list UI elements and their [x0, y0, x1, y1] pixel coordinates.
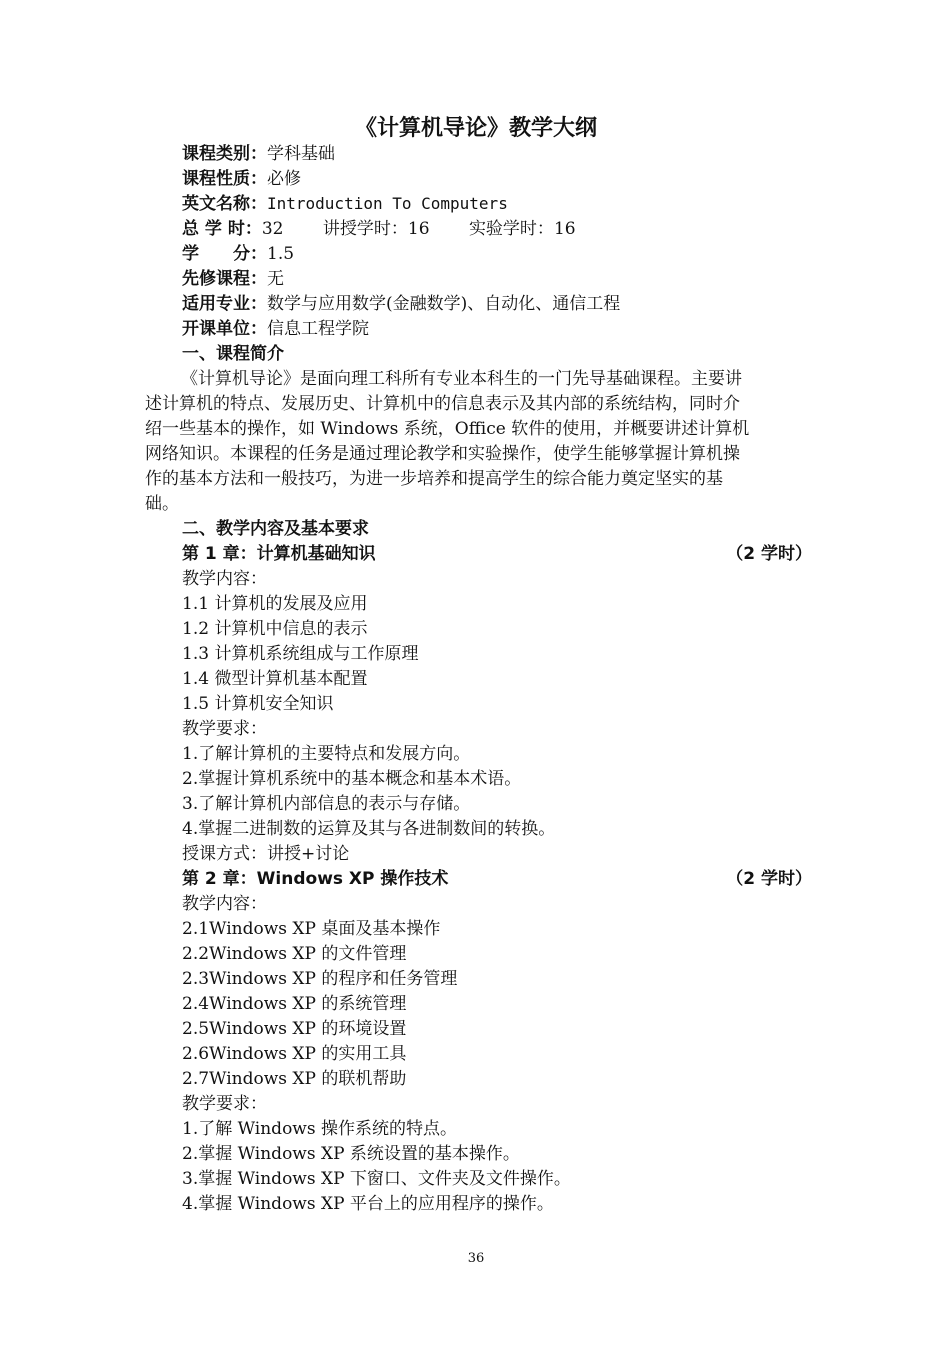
chapter1-title: 第 1 章：计算机基础知识 [182, 544, 376, 564]
section-heading-content: 二、教学内容及基本要求 [182, 519, 369, 539]
chapter1-content-label: 教学内容： [182, 569, 267, 589]
chapter2-content-label: 教学内容： [182, 894, 267, 914]
chapter2-requirements-label: 教学要求： [182, 1094, 267, 1114]
chapter1-teaching-method: 授课方式：讲授+讨论 [182, 844, 350, 864]
page-number: 36 [467, 1251, 485, 1266]
chapter2-item: 2.2Windows XP 的文件管理 [182, 944, 407, 964]
lab-hours-value: 16 [553, 219, 576, 239]
course-nature-row [182, 167, 822, 191]
prerequisite-value: 无 [267, 269, 284, 289]
chapter2-item: 2.3Windows XP 的程序和任务管理 [182, 969, 458, 989]
department-value: 信息工程学院 [267, 319, 369, 339]
lab-hours-label: 实验学时： [468, 219, 554, 239]
chapter2-item: 2.4Windows XP 的系统管理 [182, 994, 407, 1014]
chapter1-item: 1.3 计算机系统组成与工作原理 [182, 644, 419, 664]
course-category-row [182, 142, 822, 166]
paragraph-line: 绍一些基本的操作，如 Windows 系统，Office 软件的使用，并概要讲述计算机 [145, 419, 750, 439]
credit-label: 学 分： [182, 244, 267, 264]
department-label: 开课单位： [182, 319, 267, 339]
course-category-value: 学科基础 [267, 144, 335, 164]
paragraph-line: 作的基本方法和一般技巧，为进一步培养和提高学生的综合能力奠定坚实的基 [145, 469, 723, 489]
chapter1-item: 1.4 微型计算机基本配置 [182, 669, 368, 689]
total-hours-label: 总 学 时： [182, 219, 262, 239]
chapter2-item: 2.1Windows XP 桌面及基本操作 [182, 919, 441, 939]
chapter2-heading [182, 867, 822, 891]
course-nature-value: 必修 [267, 169, 301, 189]
chapter2-title: 第 2 章：Windows XP 操作技术 [182, 869, 449, 889]
credit-value: 1.5 [267, 244, 295, 264]
chapter1-requirements-label: 教学要求： [182, 719, 267, 739]
chapter2-item: 2.7Windows XP 的联机帮助 [182, 1069, 407, 1089]
chapter2-item: 2.5Windows XP 的环境设置 [182, 1019, 407, 1039]
chapter1-heading [182, 542, 822, 566]
credit-row [182, 242, 822, 266]
lecture-hours-value: 16 [407, 219, 430, 239]
english-name-label: 英文名称： [182, 194, 267, 214]
chapter1-requirement: 2.掌握计算机系统中的基本概念和基本术语。 [182, 769, 522, 789]
applicable-major-value: 数学与应用数学(金融数学)、自动化、通信工程 [267, 294, 621, 314]
chapter1-requirement: 4.掌握二进制数的运算及其与各进制数间的转换。 [182, 819, 556, 839]
applicable-major-label: 适用专业： [182, 294, 267, 314]
chapter2-item: 2.6Windows XP 的实用工具 [182, 1044, 407, 1064]
chapter1-hours: （2 学时） [726, 544, 812, 564]
paragraph-line: 《计算机导论》是面向理工科所有专业本科生的一门先导基础课程。主要讲 [181, 369, 742, 389]
chapter2-requirement: 3.掌握 Windows XP 下窗口、文件夹及文件操作。 [182, 1169, 571, 1189]
applicable-major-row [182, 292, 822, 316]
chapter2-requirement: 2.掌握 Windows XP 系统设置的基本操作。 [182, 1144, 520, 1164]
hours-row [182, 217, 822, 241]
prerequisite-label: 先修课程： [182, 269, 267, 289]
chapter1-item: 1.5 计算机安全知识 [182, 694, 334, 714]
chapter1-requirement: 1.了解计算机的主要特点和发展方向。 [182, 744, 471, 764]
chapter2-hours: （2 学时） [726, 869, 812, 889]
chapter1-item: 1.2 计算机中信息的表示 [182, 619, 368, 639]
english-name-row [182, 192, 822, 216]
course-category-label: 课程类别： [182, 144, 267, 164]
document-title: 《计算机导论》教学大纲 [354, 116, 597, 141]
total-hours-value: 32 [261, 219, 284, 239]
lecture-hours-label: 讲授学时： [322, 219, 408, 239]
chapter2-requirement: 1.了解 Windows 操作系统的特点。 [182, 1119, 457, 1139]
section-heading-intro: 一、课程简介 [182, 344, 284, 364]
paragraph-line: 网络知识。本课程的任务是通过理论教学和实验操作，使学生能够掌握计算机操 [145, 444, 740, 464]
course-nature-label: 课程性质： [182, 169, 267, 189]
chapter1-item: 1.1 计算机的发展及应用 [182, 594, 368, 614]
paragraph-line: 述计算机的特点、发展历史、计算机中的信息表示及其内部的系统结构，同时介 [145, 394, 740, 414]
chapter2-requirement: 4.掌握 Windows XP 平台上的应用程序的操作。 [182, 1194, 554, 1214]
chapter1-requirement: 3.了解计算机内部信息的表示与存储。 [182, 794, 471, 814]
prerequisite-row [182, 267, 822, 291]
english-name-value: Introduction To Computers [267, 194, 508, 213]
course-intro-paragraph [145, 367, 810, 517]
department-row [182, 317, 822, 341]
paragraph-line: 础。 [145, 494, 179, 514]
